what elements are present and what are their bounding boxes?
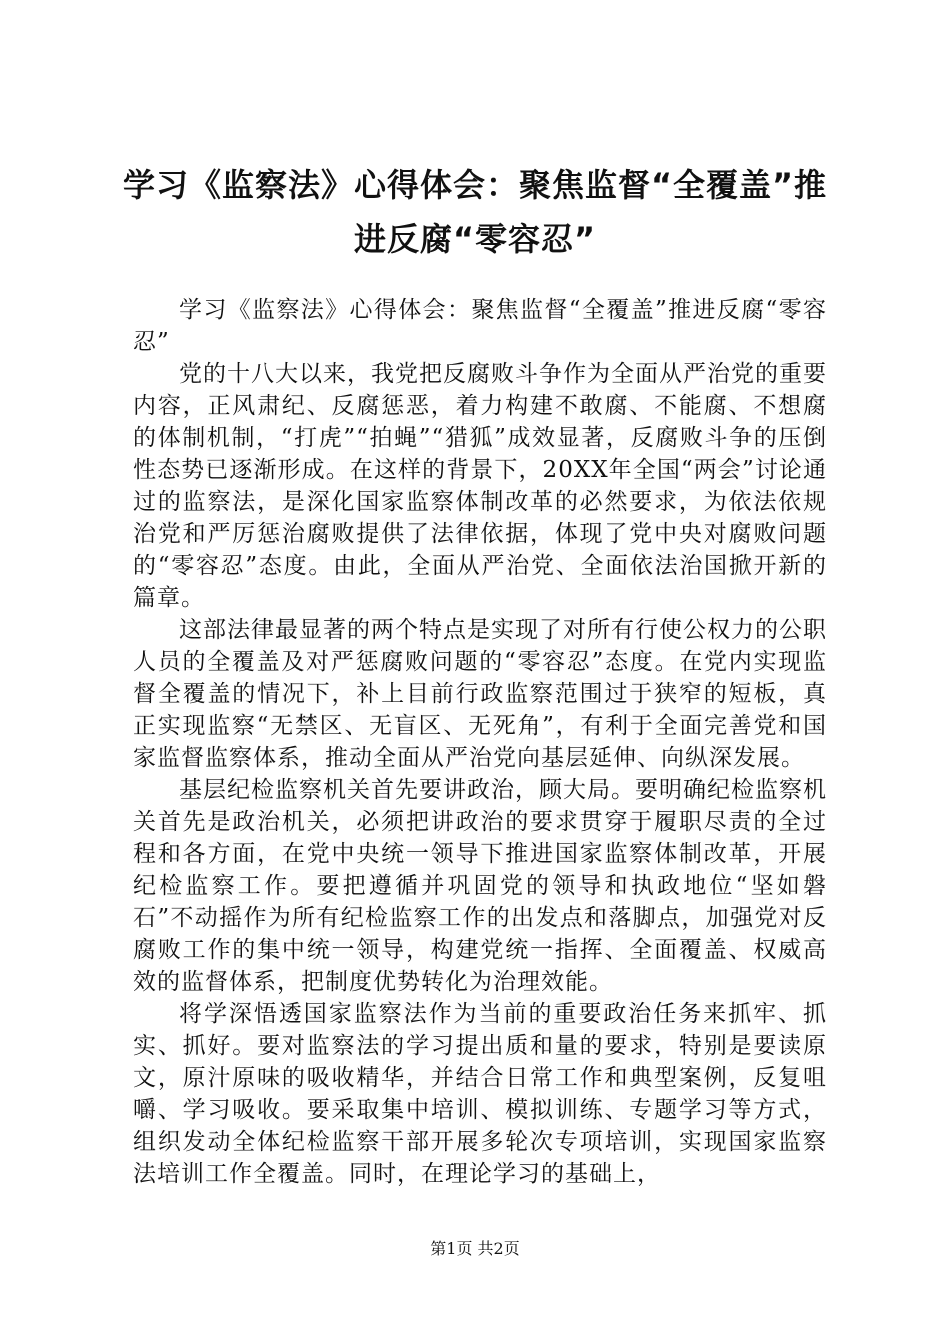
paragraph: 学习《监察法》心得体会：聚焦监督“全覆盖”推进反腐“零容忍”	[133, 297, 827, 355]
document-body	[133, 294, 827, 1190]
page-number-footer: 第1页 共2页	[430, 1239, 520, 1258]
paragraph: 这部法律最显著的两个特点是实现了对所有行使公权力的公职人员的全覆盖及对严惩腐败问题的“零容忍”态度。在党内实现监督全覆盖的情况下，补上目前行政监察范围过于狭窄的短板，真正实现监察“无禁区、无盲区、无死角”，有利于全面完善党和国家监督监察体系，推动全面从严治党向基层延伸、向纵深发展。	[133, 617, 827, 771]
paragraph: 党的十八大以来，我党把反腐败斗争作为全面从严治党的重要内容，正风肃纪、反腐惩恶，着力构建不敢腐、不能腐、不想腐的体制机制，“打虎”“拍蝇”“猎狐”成效显著，反腐败斗争的压倒性态势已逐渐形成。在这样的背景下，20XX年全国“两会”讨论通过的监察法，是深化国家监察体制改革的必然要求，为依法依规治党和严厉惩治腐败提供了法律依据，体现了党中央对腐败问题的“零容忍”态度。由此，全面从严治党、全面依法治国掀开新的篇章。	[133, 361, 827, 611]
paragraph: 将学深悟透国家监察法作为当前的重要政治任务来抓牢、抓实、抓好。要对监察法的学习提出质和量的要求，特别是要读原文，原汁原味的吸收精华，并结合日常工作和典型案例，反复咀嚼、学习吸收。要采取集中培训、模拟训练、专题学习等方式，组织发动全体纪检监察干部开展多轮次专项培训，实现国家监察法培训工作全覆盖。同时，在理论学习的基础上，	[133, 1001, 827, 1187]
paragraph: 基层纪检监察机关首先要讲政治，顾大局。要明确纪检监察机关首先是政治机关，必须把讲政治的要求贯穿于履职尽责的全过程和各方面，在党中央统一领导下推进国家监察体制改革，开展纪检监察工作。要把遵循并巩固党的领导和执政地位“坚如磐石”不动摇作为所有纪检监察工作的出发点和落脚点，加强党对反腐败工作的集中统一领导，构建党统一指挥、全面覆盖、权威高效的监督体系，把制度优势转化为治理效能。	[133, 777, 827, 995]
document-title: 学习《监察法》心得体会：聚焦监督“全覆盖”推进反腐“零容忍”	[122, 166, 828, 258]
